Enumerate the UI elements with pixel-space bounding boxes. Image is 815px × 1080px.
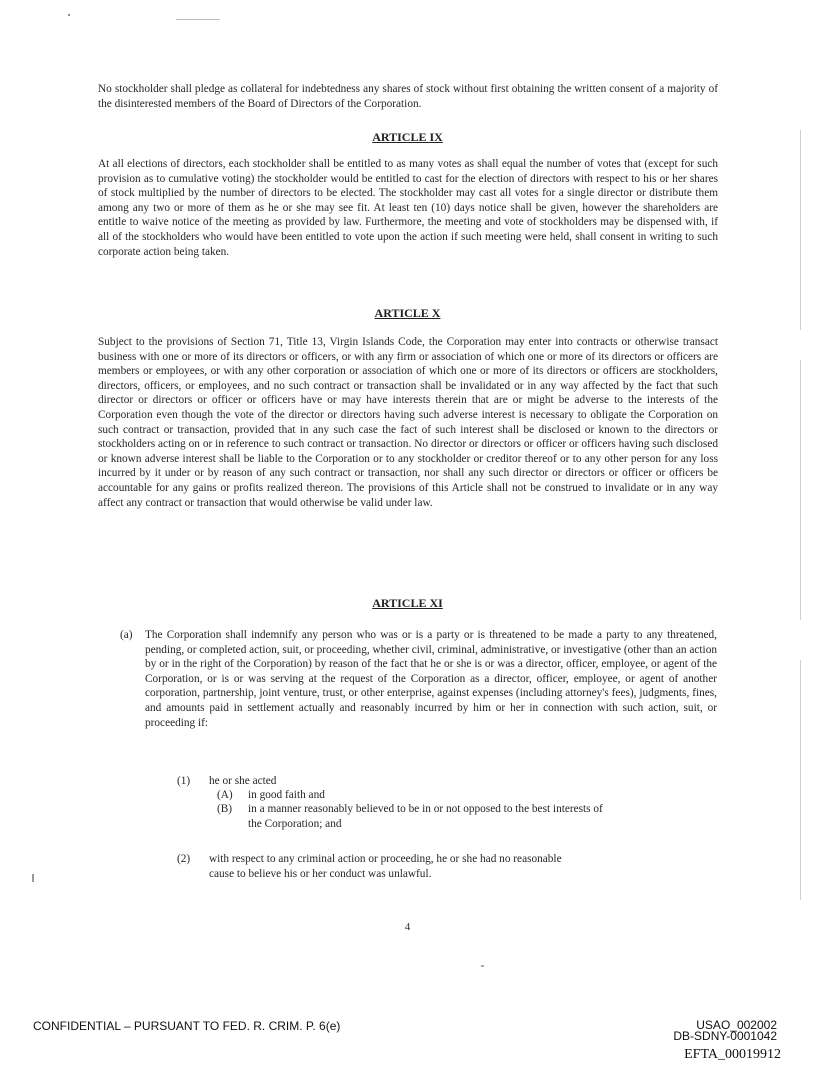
item-1b-label: (B) xyxy=(217,803,233,815)
bates-usao: USAO_002002 xyxy=(696,1018,777,1032)
page-number: 4 xyxy=(404,921,411,933)
article-ix-text: At all elections of directors, each stockholder shall be entitled to as many votes as shall equal the number of votes that (except for such provision as to cumulative voting) the stockholder would be entitled to cast for the election of directors with respect to his or her shares of stock multiplied by the number of directors to be elected. The stockholder may cast all votes for a single director or distribute them among any two or more of them as he or she may see fit. At least ten (10) days notice shall be given, however the shareholders are entitle to waive notice of the meeting as provided by law. Furthermore, the meeting and vote of stockholders may be dispensed with, if all of the stockholders who would have been entitled to vote upon the action if such meeting were held, shall consent in writing to such corporate action being taken. xyxy=(98,158,718,258)
scan-edge-line xyxy=(800,130,801,330)
scan-speck xyxy=(481,965,484,967)
scan-speck xyxy=(176,19,220,20)
scan-edge-line xyxy=(800,360,801,620)
item-1-label: (1) xyxy=(177,775,191,787)
item-1a-text: in good faith and xyxy=(248,789,325,801)
article-xi-heading: ARTICLE XI xyxy=(372,596,443,610)
bates-db: DB-SDNY-0001042 xyxy=(673,1029,777,1043)
clause-a-text: The Corporation shall indemnify any person who was or is a party or is threatened to be made a party to any threatened, pending, or completed action, suit, or proceeding, whether civil, criminal, administrative, or investigative (other than an action by or in the right of the Corporation) by reason of the fact that he or she is or was a director, officer, employee, or agent of the Corporation, or is or was serving at the request of the Corporation as a director, officer, employee, or agent of another corporation, partnership, joint venture, trust, or other enterprise, against expenses (including attorney's fees), judgments, fines, and amounts paid in settlement actually and reasonably incurred by him or her in connection with such action, suit, or proceeding if: xyxy=(145,629,717,729)
clause-a-label: (a) xyxy=(120,629,133,641)
article-x-text: Subject to the provisions of Section 71, Title 13, Virgin Islands Code, the Corporation may enter into contracts or otherwise transact business with one or more of its directors or officers, or with any firm or association of which one or more of its directors or officers are members or employees, or with any other corporation or association of which one or more of its directors or officers are stockholders, directors, officers, or employees, and no such contract or transaction shall be invalidated or in any way affected by the fact that such director or directors or officer or officers have or may have interests therein that are or might be adverse to the interests of the Corporation even though the vote of the director or directors having such adverse interest is necessary to obligate the Corporation on such contract or transaction, provided that in any such case the fact of such interest shall be disclosed or known to the directors or stockholders acting on or in reference to such contract or transaction. No director or directors or officer or officers having such disclosed or known adverse interest shall be liable to the Corporation or to any stockholder or creditor thereof or to any other person for any loss incurred by it under or by reason of any such contract or transaction, nor shall any such director or directors or officer or officers be accountable for any gains or profits realized thereon. The provisions of this Article shall not be construed to invalidate or in any way affect any contract or transaction that would otherwise be valid under law. xyxy=(98,336,718,509)
item-1-text: he or she acted xyxy=(209,775,277,787)
scan-speck xyxy=(68,14,70,16)
article-x-heading: ARTICLE X xyxy=(374,306,441,320)
confidential-footer: CONFIDENTIAL – PURSUANT TO FED. R. CRIM. P. 6(e) xyxy=(33,1019,341,1033)
item-2-text: with respect to any criminal action or proceeding, he or she had no reasonable cause to believe his or her conduct was unlawful. xyxy=(209,853,562,880)
article-ix-heading: ARTICLE IX xyxy=(372,130,443,144)
item-1b-text: in a manner reasonably believed to be in or not opposed to the best interests of the Corporation; and xyxy=(248,803,603,830)
bates-stamp-stack xyxy=(673,1020,777,1042)
scan-edge-line xyxy=(800,660,801,900)
intro-paragraph: No stockholder shall pledge as collateral for indebtedness any shares of stock without first obtaining the written consent of a majority of the disinterested members of the Board of Directors of the Corporation. xyxy=(98,83,718,110)
item-1a-label: (A) xyxy=(217,789,233,801)
bates-efta: EFTA_00019912 xyxy=(684,1047,781,1062)
item-2-label: (2) xyxy=(177,853,191,865)
scan-speck xyxy=(32,874,34,882)
